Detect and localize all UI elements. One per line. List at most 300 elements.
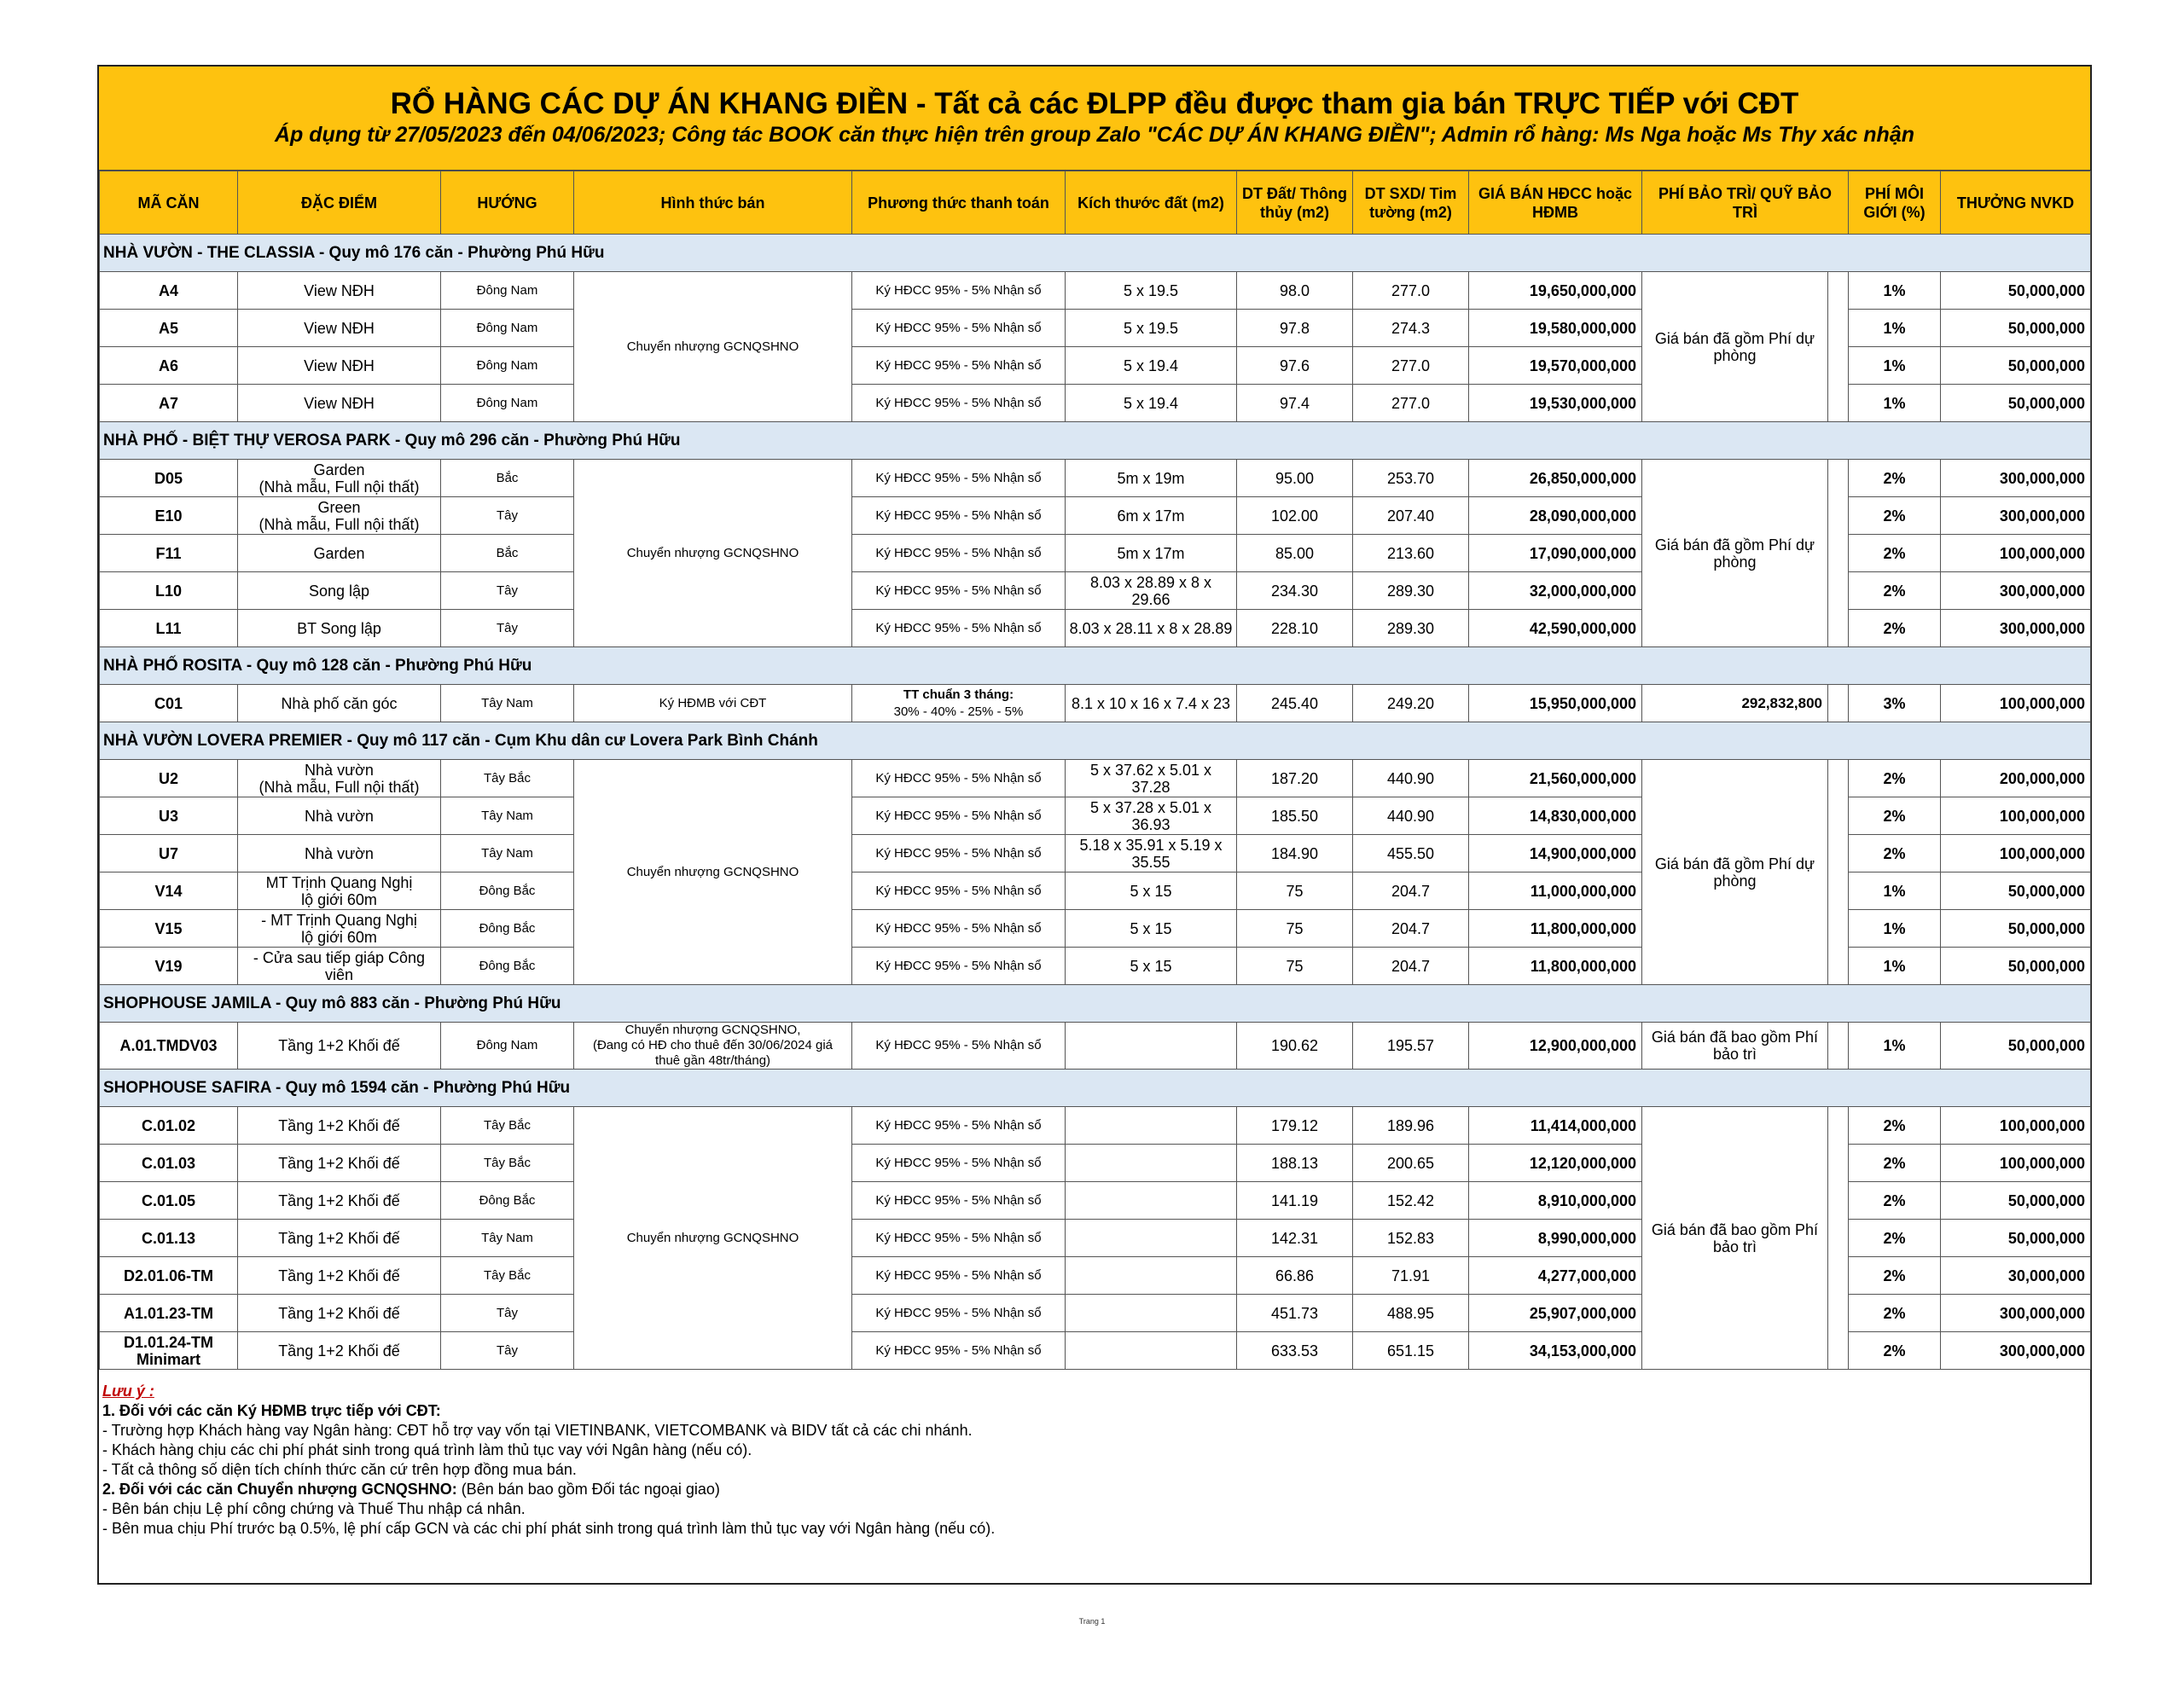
land-area: 98.0: [1237, 272, 1353, 310]
unit-feature: MT Trịnh Quang Nghị lộ giới 60m: [238, 872, 441, 910]
unit-direction: Đông Nam: [441, 385, 574, 422]
payment-method: Ký HĐCC 95% - 5% Nhận sổ: [852, 1023, 1066, 1070]
sale-price: 25,907,000,000: [1469, 1295, 1642, 1332]
land-size: 5m x 19m: [1066, 460, 1237, 497]
unit-direction: Tây Nam: [441, 797, 574, 835]
land-size: 5 x 19.4: [1066, 385, 1237, 422]
floor-area: 207.40: [1353, 497, 1469, 535]
broker-fee: 2%: [1849, 797, 1941, 835]
sales-bonus: 30,000,000: [1941, 1257, 2091, 1295]
sales-bonus: 50,000,000: [1941, 272, 2091, 310]
unit-direction: Bắc: [441, 535, 574, 572]
unit-feature: Garden (Nhà mẫu, Full nội thất): [238, 460, 441, 497]
land-area: 75: [1237, 872, 1353, 910]
unit-feature: Nhà vườn (Nhà mẫu, Full nội thất): [238, 760, 441, 797]
sale-price: 19,580,000,000: [1469, 310, 1642, 347]
broker-fee: 1%: [1849, 385, 1941, 422]
unit-code: U3: [100, 797, 238, 835]
unit-direction: Tây: [441, 1295, 574, 1332]
header-dt-dat: DT Đất/ Thông thủy (m2): [1237, 171, 1353, 235]
broker-fee: 1%: [1849, 910, 1941, 948]
maintenance-fee: Giá bán đã bao gồm Phí bảo trì: [1642, 1107, 1828, 1370]
unit-code: V15: [100, 910, 238, 948]
floor-area: 189.96: [1353, 1107, 1469, 1145]
section-header-row: [100, 647, 2091, 685]
unit-feature: Tầng 1+2 Khối đế: [238, 1182, 441, 1220]
land-size: 5.18 x 35.91 x 5.19 x 35.55: [1066, 835, 1237, 872]
price-list-sheet: [97, 65, 2092, 1585]
land-size: 8.03 x 28.11 x 8 x 28.89: [1066, 610, 1237, 647]
land-size: 5 x 15: [1066, 872, 1237, 910]
floor-area: 277.0: [1353, 385, 1469, 422]
unit-direction: Tây Nam: [441, 835, 574, 872]
unit-direction: Tây: [441, 497, 574, 535]
table-row: [100, 1107, 2091, 1145]
land-area: 179.12: [1237, 1107, 1353, 1145]
broker-fee: 2%: [1849, 535, 1941, 572]
unit-feature: View NĐH: [238, 385, 441, 422]
notes-heading-2: 2. Đối với các căn Chuyển nhượng GCNQSHNO:: [102, 1481, 457, 1498]
land-size: 5 x 19.4: [1066, 347, 1237, 385]
spacer-cell: [1828, 685, 1849, 722]
header-gia-ban: GIÁ BÁN HĐCC hoặc HĐMB: [1469, 171, 1642, 235]
payment-schedule: 30% - 40% - 25% - 5%: [893, 704, 1024, 719]
unit-direction: Đông Nam: [441, 1023, 574, 1070]
broker-fee: 2%: [1849, 497, 1941, 535]
sale-price: 11,000,000,000: [1469, 872, 1642, 910]
header-phi-moi-gioi: PHÍ MÔI GIỚI (%): [1849, 171, 1941, 235]
spacer-cell: [1828, 460, 1849, 647]
unit-feature: View NĐH: [238, 272, 441, 310]
sale-price: 11,414,000,000: [1469, 1107, 1642, 1145]
payment-method: Ký HĐCC 95% - 5% Nhận sổ: [852, 1145, 1066, 1182]
maintenance-fee: Giá bán đã gồm Phí dự phòng: [1642, 272, 1828, 422]
sale-price: 26,850,000,000: [1469, 460, 1642, 497]
payment-method: Ký HĐCC 95% - 5% Nhận sổ: [852, 572, 1066, 610]
floor-area: 152.42: [1353, 1182, 1469, 1220]
sales-bonus: 100,000,000: [1941, 1107, 2091, 1145]
floor-area: 249.20: [1353, 685, 1469, 722]
unit-feature: Tầng 1+2 Khối đế: [238, 1220, 441, 1257]
payment-method: Ký HĐCC 95% - 5% Nhận sổ: [852, 272, 1066, 310]
header-dt-sxd: DT SXD/ Tim tường (m2): [1353, 171, 1469, 235]
spacer-cell: [1828, 1107, 1849, 1370]
header-phi-bao-tri: PHÍ BẢO TRÌ/ QUỸ BẢO TRÌ: [1642, 171, 1849, 235]
land-size: [1066, 1257, 1237, 1295]
payment-method: Ký HĐCC 95% - 5% Nhận sổ: [852, 872, 1066, 910]
header-ma-can: MÃ CĂN: [100, 171, 238, 235]
land-area: 97.8: [1237, 310, 1353, 347]
payment-method: Ký HĐCC 95% - 5% Nhận sổ: [852, 310, 1066, 347]
sales-bonus: 200,000,000: [1941, 760, 2091, 797]
floor-area: 71.91: [1353, 1257, 1469, 1295]
land-size: 5 x 15: [1066, 910, 1237, 948]
sale-price: 32,000,000,000: [1469, 572, 1642, 610]
sale-price: 28,090,000,000: [1469, 497, 1642, 535]
land-size: [1066, 1220, 1237, 1257]
sales-bonus: 300,000,000: [1941, 497, 2091, 535]
unit-code: V19: [100, 948, 238, 985]
payment-method: Ký HĐCC 95% - 5% Nhận sổ: [852, 1295, 1066, 1332]
notes-line: - Bên mua chịu Phí trước bạ 0.5%, lệ phí cấp GCN và các chi phí phát sinh trong quá trình làm thủ tục vay với Ngân hàng (nếu có).: [102, 1520, 996, 1537]
unit-feature: Nhà phố căn góc: [238, 685, 441, 722]
notes-line: - Khách hàng chịu các chi phí phát sinh trong quá trình làm thủ tục vay với Ngân hàng (nếu có).: [102, 1441, 752, 1458]
payment-method: Ký HĐCC 95% - 5% Nhận sổ: [852, 460, 1066, 497]
sales-bonus: 100,000,000: [1941, 1145, 2091, 1182]
unit-feature: Tầng 1+2 Khối đế: [238, 1107, 441, 1145]
land-size: [1066, 1332, 1237, 1370]
broker-fee: 2%: [1849, 1295, 1941, 1332]
payment-method: Ký HĐCC 95% - 5% Nhận sổ: [852, 1220, 1066, 1257]
sale-price: 12,900,000,000: [1469, 1023, 1642, 1070]
header-kich-thuoc-dat: Kích thước đất (m2): [1066, 171, 1237, 235]
unit-feature: Tầng 1+2 Khối đế: [238, 1295, 441, 1332]
sales-bonus: 50,000,000: [1941, 347, 2091, 385]
floor-area: 651.15: [1353, 1332, 1469, 1370]
broker-fee: 2%: [1849, 1332, 1941, 1370]
sales-bonus: 300,000,000: [1941, 1295, 2091, 1332]
floor-area: 440.90: [1353, 760, 1469, 797]
sale-price: 15,950,000,000: [1469, 685, 1642, 722]
payment-method: Ký HĐCC 95% - 5% Nhận sổ: [852, 347, 1066, 385]
unit-direction: Tây Bắc: [441, 1145, 574, 1182]
land-size: 5 x 19.5: [1066, 310, 1237, 347]
land-area: 102.00: [1237, 497, 1353, 535]
land-size: [1066, 1107, 1237, 1145]
sale-price: 19,570,000,000: [1469, 347, 1642, 385]
floor-area: 274.3: [1353, 310, 1469, 347]
unit-code: A.01.TMDV03: [100, 1023, 238, 1070]
section-title: NHÀ PHỐ - BIỆT THỰ VEROSA PARK - Quy mô 296 căn - Phường Phú Hữu: [100, 422, 2091, 460]
unit-feature: - MT Trịnh Quang Nghị lộ giới 60m: [238, 910, 441, 948]
floor-area: 289.30: [1353, 610, 1469, 647]
payment-method: Ký HĐCC 95% - 5% Nhận sổ: [852, 497, 1066, 535]
land-area: 451.73: [1237, 1295, 1353, 1332]
unit-direction: Tây: [441, 1332, 574, 1370]
floor-area: 200.65: [1353, 1145, 1469, 1182]
sale-price: 14,900,000,000: [1469, 835, 1642, 872]
unit-code: U7: [100, 835, 238, 872]
land-area: 633.53: [1237, 1332, 1353, 1370]
broker-fee: 1%: [1849, 948, 1941, 985]
section-title: NHÀ PHỐ ROSITA - Quy mô 128 căn - Phường Phú Hữu: [100, 647, 2091, 685]
sales-bonus: 100,000,000: [1941, 797, 2091, 835]
maintenance-fee: Giá bán đã bao gồm Phí bảo trì: [1642, 1023, 1828, 1070]
payment-method: Ký HĐCC 95% - 5% Nhận sổ: [852, 1257, 1066, 1295]
broker-fee: 3%: [1849, 685, 1941, 722]
spacer-cell: [1828, 760, 1849, 985]
broker-fee: 2%: [1849, 610, 1941, 647]
floor-area: 253.70: [1353, 460, 1469, 497]
section-title: NHÀ VƯỜN - THE CLASSIA - Quy mô 176 căn - Phường Phú Hữu: [100, 235, 2091, 272]
unit-code: D2.01.06-TM: [100, 1257, 238, 1295]
land-area: 95.00: [1237, 460, 1353, 497]
header-phuong-thuc-thanh-toan: Phương thức thanh toán: [852, 171, 1066, 235]
floor-area: 195.57: [1353, 1023, 1469, 1070]
sales-bonus: 50,000,000: [1941, 910, 2091, 948]
payment-method: Ký HĐCC 95% - 5% Nhận sổ: [852, 1332, 1066, 1370]
notes-title: Lưu ý :: [102, 1383, 154, 1400]
unit-direction: Bắc: [441, 460, 574, 497]
broker-fee: 2%: [1849, 460, 1941, 497]
broker-fee: 1%: [1849, 1023, 1941, 1070]
broker-fee: 2%: [1849, 760, 1941, 797]
land-area: 85.00: [1237, 535, 1353, 572]
land-area: 141.19: [1237, 1182, 1353, 1220]
floor-area: 204.7: [1353, 872, 1469, 910]
banner: [99, 67, 2090, 171]
floor-area: 213.60: [1353, 535, 1469, 572]
sale-method: Ký HĐMB với CĐT: [574, 685, 852, 722]
unit-code: F11: [100, 535, 238, 572]
unit-direction: Đông Bắc: [441, 872, 574, 910]
sale-method: Chuyển nhượng GCNQSHNO: [574, 1107, 852, 1370]
sales-bonus: 50,000,000: [1941, 1220, 2091, 1257]
notes-section: [99, 1370, 2090, 1539]
inventory-table: [99, 171, 2091, 1370]
land-area: 187.20: [1237, 760, 1353, 797]
payment-method: Ký HĐCC 95% - 5% Nhận sổ: [852, 1107, 1066, 1145]
sales-bonus: 50,000,000: [1941, 1023, 2091, 1070]
sale-price: 8,990,000,000: [1469, 1220, 1642, 1257]
broker-fee: 2%: [1849, 835, 1941, 872]
section-title: SHOPHOUSE JAMILA - Quy mô 883 căn - Phường Phú Hữu: [100, 985, 2091, 1023]
unit-direction: Đông Bắc: [441, 910, 574, 948]
header-thuong-nvkd: THƯỞNG NVKD: [1941, 171, 2091, 235]
table-header-row: [100, 171, 2091, 235]
section-title: NHÀ VƯỜN LOVERA PREMIER - Quy mô 117 căn - Cụm Khu dân cư Lovera Park Bình Chánh: [100, 722, 2091, 760]
payment-method: Ký HĐCC 95% - 5% Nhận sổ: [852, 910, 1066, 948]
notes-heading-2-detail: (Bên bán bao gồm Đối tác ngoại giao): [456, 1481, 720, 1498]
sale-price: 4,277,000,000: [1469, 1257, 1642, 1295]
maintenance-fee: Giá bán đã gồm Phí dự phòng: [1642, 760, 1828, 985]
sales-bonus: 100,000,000: [1941, 685, 2091, 722]
unit-feature: BT Song lập: [238, 610, 441, 647]
land-size: 5 x 15: [1066, 948, 1237, 985]
payment-method: Ký HĐCC 95% - 5% Nhận sổ: [852, 835, 1066, 872]
land-size: 5m x 17m: [1066, 535, 1237, 572]
unit-feature: View NĐH: [238, 310, 441, 347]
section-header-row: [100, 422, 2091, 460]
header-dac-diem: ĐẶC ĐIỂM: [238, 171, 441, 235]
payment-method: [852, 685, 1066, 722]
section-header-row: [100, 235, 2091, 272]
sales-bonus: 100,000,000: [1941, 835, 2091, 872]
floor-area: 440.90: [1353, 797, 1469, 835]
unit-code: D1.01.24-TM Minimart: [100, 1332, 238, 1370]
payment-method: Ký HĐCC 95% - 5% Nhận sổ: [852, 610, 1066, 647]
spacer-cell: [1828, 1023, 1849, 1070]
table-row: [100, 685, 2091, 722]
floor-area: 455.50: [1353, 835, 1469, 872]
notes-heading-1: 1. Đối với các căn Ký HĐMB trực tiếp với CĐT:: [102, 1402, 441, 1419]
unit-feature: - Cửa sau tiếp giáp Công viên: [238, 948, 441, 985]
table-row: [100, 272, 2091, 310]
land-size: 8.03 x 28.89 x 8 x 29.66: [1066, 572, 1237, 610]
unit-code: A7: [100, 385, 238, 422]
section-header-row: [100, 722, 2091, 760]
unit-direction: Tây Bắc: [441, 760, 574, 797]
unit-direction: Tây: [441, 572, 574, 610]
land-area: 188.13: [1237, 1145, 1353, 1182]
unit-code: C.01.13: [100, 1220, 238, 1257]
land-size: [1066, 1145, 1237, 1182]
sale-price: 8,910,000,000: [1469, 1182, 1642, 1220]
sale-price: 17,090,000,000: [1469, 535, 1642, 572]
land-area: 97.6: [1237, 347, 1353, 385]
unit-direction: Đông Nam: [441, 310, 574, 347]
maintenance-fee: 292,832,800: [1642, 685, 1828, 722]
floor-area: 277.0: [1353, 272, 1469, 310]
land-area: 66.86: [1237, 1257, 1353, 1295]
floor-area: 152.83: [1353, 1220, 1469, 1257]
sale-price: 11,800,000,000: [1469, 948, 1642, 985]
broker-fee: 1%: [1849, 310, 1941, 347]
payment-method: Ký HĐCC 95% - 5% Nhận sổ: [852, 760, 1066, 797]
sale-price: 19,650,000,000: [1469, 272, 1642, 310]
sales-bonus: 50,000,000: [1941, 310, 2091, 347]
land-size: 5 x 37.62 x 5.01 x 37.28: [1066, 760, 1237, 797]
notes-line: - Bên bán chịu Lệ phí công chứng và Thuế Thu nhập cá nhân.: [102, 1500, 526, 1517]
land-area: 190.62: [1237, 1023, 1353, 1070]
broker-fee: 1%: [1849, 872, 1941, 910]
unit-code: A4: [100, 272, 238, 310]
floor-area: 488.95: [1353, 1295, 1469, 1332]
sale-method: Chuyển nhượng GCNQSHNO: [574, 760, 852, 985]
land-area: 185.50: [1237, 797, 1353, 835]
sale-method: Chuyển nhượng GCNQSHNO, (Đang có HĐ cho thuê đến 30/06/2024 giá thuê gần 48tr/tháng): [574, 1023, 852, 1070]
payment-method: Ký HĐCC 95% - 5% Nhận sổ: [852, 948, 1066, 985]
unit-code: A5: [100, 310, 238, 347]
floor-area: 289.30: [1353, 572, 1469, 610]
section-header-row: [100, 985, 2091, 1023]
table-row: [100, 460, 2091, 497]
sales-bonus: 50,000,000: [1941, 948, 2091, 985]
broker-fee: 2%: [1849, 1145, 1941, 1182]
broker-fee: 1%: [1849, 347, 1941, 385]
floor-area: 204.7: [1353, 948, 1469, 985]
land-area: 75: [1237, 948, 1353, 985]
spacer-cell: [1828, 272, 1849, 422]
unit-direction: Tây Bắc: [441, 1257, 574, 1295]
land-area: 234.30: [1237, 572, 1353, 610]
payment-schedule-title: TT chuẩn 3 tháng:: [903, 687, 1014, 702]
land-size: 8.1 x 10 x 16 x 7.4 x 23: [1066, 685, 1237, 722]
unit-code: E10: [100, 497, 238, 535]
payment-method: Ký HĐCC 95% - 5% Nhận sổ: [852, 535, 1066, 572]
unit-code: C.01.03: [100, 1145, 238, 1182]
unit-code: C.01.05: [100, 1182, 238, 1220]
sales-bonus: 50,000,000: [1941, 1182, 2091, 1220]
unit-direction: Đông Bắc: [441, 1182, 574, 1220]
floor-area: 204.7: [1353, 910, 1469, 948]
unit-feature: Song lập: [238, 572, 441, 610]
sales-bonus: 300,000,000: [1941, 610, 2091, 647]
land-area: 245.40: [1237, 685, 1353, 722]
unit-feature: Tầng 1+2 Khối đế: [238, 1257, 441, 1295]
notes-line: - Trường hợp Khách hàng vay Ngân hàng: CĐT hỗ trợ vay vốn tại VIETINBANK, VIETCOMBANK và BIDV tất cả các chi nhánh.: [102, 1422, 973, 1439]
unit-code: C.01.02: [100, 1107, 238, 1145]
broker-fee: 2%: [1849, 1182, 1941, 1220]
broker-fee: 1%: [1849, 272, 1941, 310]
unit-feature: View NĐH: [238, 347, 441, 385]
table-row: [100, 1023, 2091, 1070]
floor-area: 277.0: [1353, 347, 1469, 385]
sales-bonus: 300,000,000: [1941, 1332, 2091, 1370]
sales-bonus: 300,000,000: [1941, 460, 2091, 497]
sale-price: 19,530,000,000: [1469, 385, 1642, 422]
land-size: [1066, 1182, 1237, 1220]
sale-price: 21,560,000,000: [1469, 760, 1642, 797]
section-title: SHOPHOUSE SAFIRA - Quy mô 1594 căn - Phường Phú Hữu: [100, 1070, 2091, 1107]
unit-feature: Tầng 1+2 Khối đế: [238, 1332, 441, 1370]
unit-feature: Nhà vườn: [238, 835, 441, 872]
sale-method: Chuyển nhượng GCNQSHNO: [574, 272, 852, 422]
unit-code: A1.01.23-TM: [100, 1295, 238, 1332]
broker-fee: 2%: [1849, 572, 1941, 610]
unit-code: U2: [100, 760, 238, 797]
unit-direction: Tây Bắc: [441, 1107, 574, 1145]
sale-price: 11,800,000,000: [1469, 910, 1642, 948]
unit-feature: Tầng 1+2 Khối đế: [238, 1023, 441, 1070]
payment-method: Ký HĐCC 95% - 5% Nhận sổ: [852, 1182, 1066, 1220]
unit-code: L10: [100, 572, 238, 610]
land-size: [1066, 1295, 1237, 1332]
section-header-row: [100, 1070, 2091, 1107]
land-size: 6m x 17m: [1066, 497, 1237, 535]
sales-bonus: 50,000,000: [1941, 385, 2091, 422]
table-row: [100, 760, 2091, 797]
page-number: Trang 1: [1078, 1617, 1106, 1626]
unit-direction: Tây Nam: [441, 1220, 574, 1257]
land-area: 184.90: [1237, 835, 1353, 872]
page-subtitle: Áp dụng từ 27/05/2023 đến 04/06/2023; Công tác BOOK căn thực hiện trên group Zalo "CÁC DỰ ÁN KHANG ĐIỀN"; Admin rổ hàng: Ms Nga hoặc Ms Thy xác nhận: [274, 123, 1915, 147]
land-area: 75: [1237, 910, 1353, 948]
land-size: 5 x 37.28 x 5.01 x 36.93: [1066, 797, 1237, 835]
broker-fee: 2%: [1849, 1107, 1941, 1145]
unit-code: A6: [100, 347, 238, 385]
unit-feature: Nhà vườn: [238, 797, 441, 835]
broker-fee: 2%: [1849, 1220, 1941, 1257]
unit-direction: Tây: [441, 610, 574, 647]
land-area: 97.4: [1237, 385, 1353, 422]
header-hinh-thuc-ban: Hình thức bán: [574, 171, 852, 235]
land-area: 228.10: [1237, 610, 1353, 647]
unit-direction: Đông Nam: [441, 272, 574, 310]
broker-fee: 2%: [1849, 1257, 1941, 1295]
land-size: 5 x 19.5: [1066, 272, 1237, 310]
unit-code: D05: [100, 460, 238, 497]
land-area: 142.31: [1237, 1220, 1353, 1257]
unit-feature: Green (Nhà mẫu, Full nội thất): [238, 497, 441, 535]
notes-line: - Tất cả thông số diện tích chính thức căn cứ trên hợp đồng mua bán.: [102, 1461, 577, 1478]
sale-price: 12,120,000,000: [1469, 1145, 1642, 1182]
sales-bonus: 100,000,000: [1941, 535, 2091, 572]
sale-price: 42,590,000,000: [1469, 610, 1642, 647]
land-size: [1066, 1023, 1237, 1070]
unit-direction: Đông Bắc: [441, 948, 574, 985]
sale-price: 14,830,000,000: [1469, 797, 1642, 835]
sales-bonus: 50,000,000: [1941, 872, 2091, 910]
sales-bonus: 300,000,000: [1941, 572, 2091, 610]
payment-method: Ký HĐCC 95% - 5% Nhận sổ: [852, 385, 1066, 422]
unit-code: C01: [100, 685, 238, 722]
page-title: RỔ HÀNG CÁC DỰ ÁN KHANG ĐIỀN - Tất cả các ĐLPP đều được tham gia bán TRỰC TIẾP với CĐT: [390, 87, 1799, 120]
payment-method: Ký HĐCC 95% - 5% Nhận sổ: [852, 797, 1066, 835]
header-huong: HƯỚNG: [441, 171, 574, 235]
unit-code: L11: [100, 610, 238, 647]
maintenance-fee: Giá bán đã gồm Phí dự phòng: [1642, 460, 1828, 647]
